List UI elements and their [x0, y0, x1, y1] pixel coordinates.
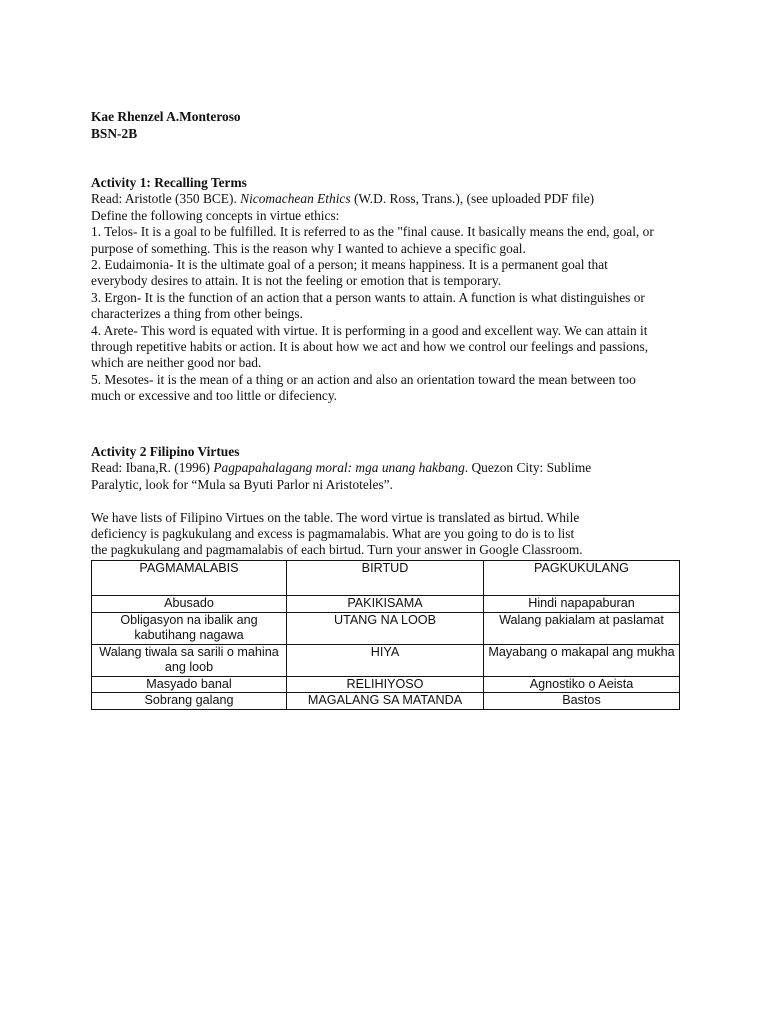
- table-row: [92, 596, 680, 613]
- activity-1: [91, 175, 691, 405]
- column-header-pagmamalabis: PAGMAMALABIS: [92, 561, 287, 596]
- cell-birtud: UTANG NA LOOB: [287, 612, 484, 644]
- table-header-row: [92, 561, 680, 596]
- activity-1-title: Activity 1: Recalling Terms: [91, 175, 247, 190]
- cell-birtud: MAGALANG SA MATANDA: [287, 693, 484, 710]
- answer-line: through repetitive habits or action. It is about how we act and how we control our feelings and passions,: [91, 339, 649, 355]
- activity-2-title: Activity 2 Filipino Virtues: [91, 444, 240, 459]
- answer-line: 1. Telos- It is a goal to be fulfilled. It is referred to as the "final cause. It basically means the end, goal, or: [91, 224, 654, 240]
- answer-line: characterizes a thing from other beings.: [91, 306, 303, 322]
- cell-pagmamalabis: Obligasyon na ibalik ang kabutihang nagawa: [92, 612, 287, 644]
- reading-title: Pagpapahalagang moral: mga unang hakbang: [213, 460, 465, 476]
- answer-line: which are neither good nor bad.: [91, 355, 262, 371]
- reading-suffix: (W.D. Ross, Trans.), (see uploaded PDF file): [350, 191, 595, 207]
- answer-line: 3. Ergon- It is the function of an action that a person wants to attain. A function is what distinguishes or: [91, 289, 645, 305]
- cell-birtud: HIYA: [287, 644, 484, 676]
- virtues-table: [91, 560, 680, 710]
- cell-pagkukulang: Walang pakialam at paslamat: [484, 612, 680, 644]
- reading-suffix: . Quezon City: Sublime: [464, 460, 592, 476]
- cell-pagkukulang: Hindi napapaburan: [484, 596, 680, 613]
- reading-prefix: Read: Aristotle (350 BCE).: [91, 191, 241, 207]
- activity-1-reading: [91, 191, 691, 207]
- reading-title: Nicomachean Ethics: [240, 191, 351, 207]
- activity-2: [91, 444, 691, 559]
- instruction-line: We have lists of Filipino Virtues on the table. The word virtue is translated as birtud. While: [91, 509, 580, 525]
- cell-birtud: RELIHIYOSO: [287, 676, 484, 693]
- cell-pagkukulang: Mayabang o makapal ang mukha: [484, 644, 680, 676]
- table-row: [92, 644, 680, 676]
- table-row: [92, 676, 680, 693]
- answer-line: much or excessive and too little or difeciency.: [91, 388, 338, 404]
- table-row: [92, 693, 680, 710]
- cell-pagmamalabis: Sobrang galang: [92, 693, 287, 710]
- answer-line: 4. Arete- This word is equated with virtue. It is performing in a good and excellent way. We can attain it: [91, 322, 648, 338]
- answer-line: 5. Mesotes- it is the mean of a thing or an action and also an orientation toward the mean between too: [91, 371, 636, 387]
- activity-2-reading-cont: Paralytic, look for “Mula sa Byuti Parlor ni Aristoteles”.: [91, 476, 393, 492]
- column-header-pagkukulang: PAGKUKULANG: [484, 561, 680, 596]
- answer-line: purpose of something. This is the reason why I wanted to achieve a specific goal.: [91, 240, 526, 256]
- table-row: [92, 612, 680, 644]
- activity-2-reading: [91, 460, 691, 476]
- instruction-line: deficiency is pagkukulang and excess is pagmamalabis. What are you going to do is to list: [91, 526, 575, 542]
- answer-line: everybody desires to attain. It is not the feeling or emotion that is temporary.: [91, 273, 502, 289]
- cell-pagmamalabis: Abusado: [92, 596, 287, 613]
- author-name: Kae Rhenzel A.Monteroso: [91, 109, 241, 124]
- instruction-line: the pagkukulang and pagmamalabis of each birtud. Turn your answer in Google Classroom.: [91, 542, 583, 558]
- cell-pagmamalabis: Walang tiwala sa sarili o mahina ang loob: [92, 644, 287, 676]
- cell-pagkukulang: Agnostiko o Aeista: [484, 676, 680, 693]
- answer-line: 2. Eudaimonia- It is the ultimate goal of a person; it means happiness. It is a permanent goal that: [91, 257, 608, 273]
- activity-1-instruction: Define the following concepts in virtue ethics:: [91, 207, 340, 223]
- cell-birtud: PAKIKISAMA: [287, 596, 484, 613]
- reading-prefix: Read: Ibana,R. (1996): [91, 460, 214, 476]
- cell-pagkukulang: Bastos: [484, 693, 680, 710]
- cell-pagmamalabis: Masyado banal: [92, 676, 287, 693]
- spacer: [91, 493, 691, 509]
- column-header-birtud: BIRTUD: [287, 561, 484, 596]
- author-section: BSN-2B: [91, 126, 138, 141]
